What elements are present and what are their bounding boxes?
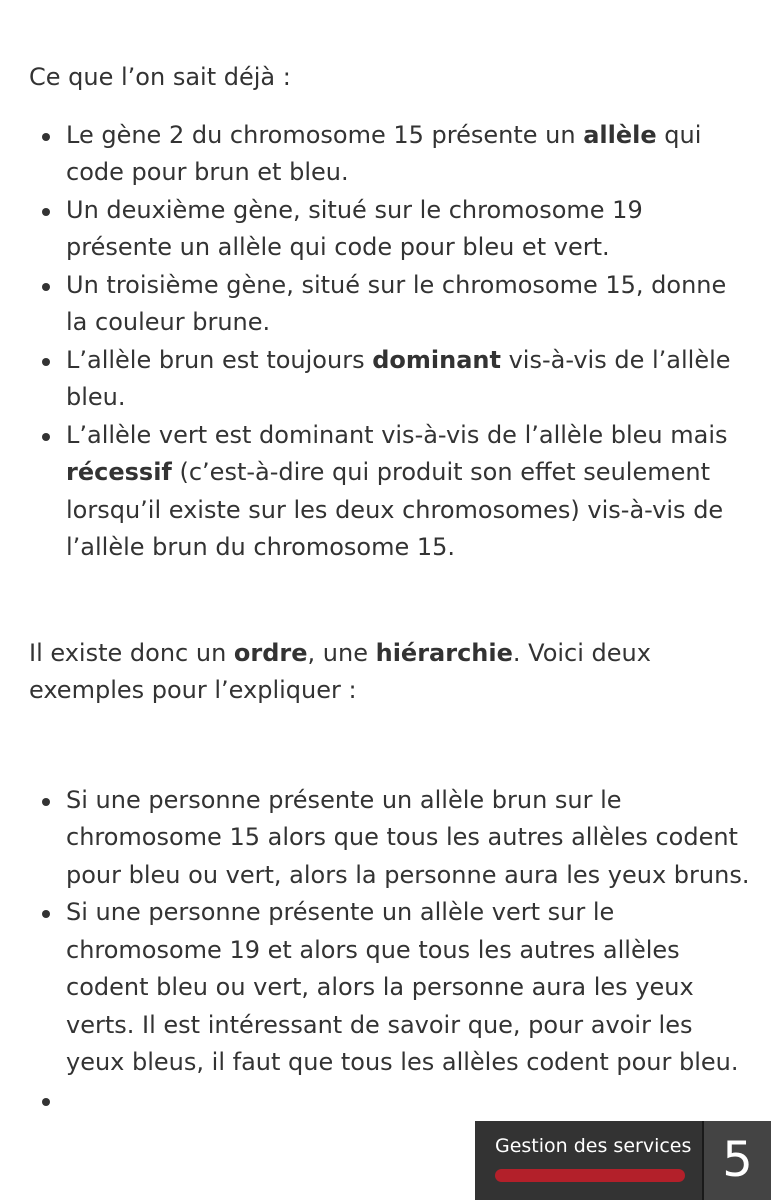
bold-term: récessif bbox=[66, 458, 172, 486]
list-item: L’allèle brun est toujours dominant vis-à-vis de l’allèle bleu. bbox=[66, 342, 754, 417]
bold-term: ordre bbox=[233, 638, 308, 667]
service-management-widget[interactable] bbox=[475, 1121, 771, 1200]
order-paragraph: Il existe donc un ordre, une hiérarchie. Voici deux exemples pour l’expliquer : bbox=[29, 638, 651, 704]
article-content bbox=[29, 59, 754, 1119]
known-facts-list bbox=[29, 117, 754, 567]
service-progress-bar bbox=[495, 1169, 685, 1182]
list-item: Si une personne présente un allèle brun sur le chromosome 15 alors que tous les autres allèles codent pour bleu ou vert, alors la personne aura les yeux bruns. bbox=[66, 782, 754, 895]
list-item: L’allèle vert est dominant vis-à-vis de l’allèle bleu mais récessif (c’est-à-dire qui produit son effet seulement lorsqu’il existe sur les deux chromosomes) vis-à-vis de l’allèle brun du chromosome 15. bbox=[66, 417, 754, 567]
list-item: Un troisième gène, situé sur le chromosome 15, donne la couleur brune. bbox=[66, 267, 754, 342]
list-item: Un deuxième gène, situé sur le chromosome 19 présente un allèle qui code pour bleu et vert. bbox=[66, 192, 754, 267]
service-management-label[interactable]: Gestion des services bbox=[495, 1135, 692, 1157]
intro-text: Ce que l’on sait déjà : bbox=[29, 63, 291, 91]
list-item: Si une personne présente un allèle vert sur le chromosome 19 et alors que tous les autres allèles codent bleu ou vert, alors la personne aura les yeux verts. Il est intéressant de savoir que, pour avoir les yeux bleus, il faut que tous les allèles codent pour bleu. bbox=[66, 894, 754, 1082]
bold-term: dominant bbox=[372, 345, 501, 374]
list-item-empty bbox=[66, 1082, 754, 1120]
bold-term: hiérarchie bbox=[375, 638, 513, 667]
services-count-badge[interactable]: 5 bbox=[704, 1121, 771, 1200]
bold-term: allèle bbox=[583, 120, 657, 149]
examples-list bbox=[29, 782, 754, 1120]
list-item: Le gène 2 du chromosome 15 présente un allèle qui code pour brun et bleu. bbox=[66, 117, 754, 192]
